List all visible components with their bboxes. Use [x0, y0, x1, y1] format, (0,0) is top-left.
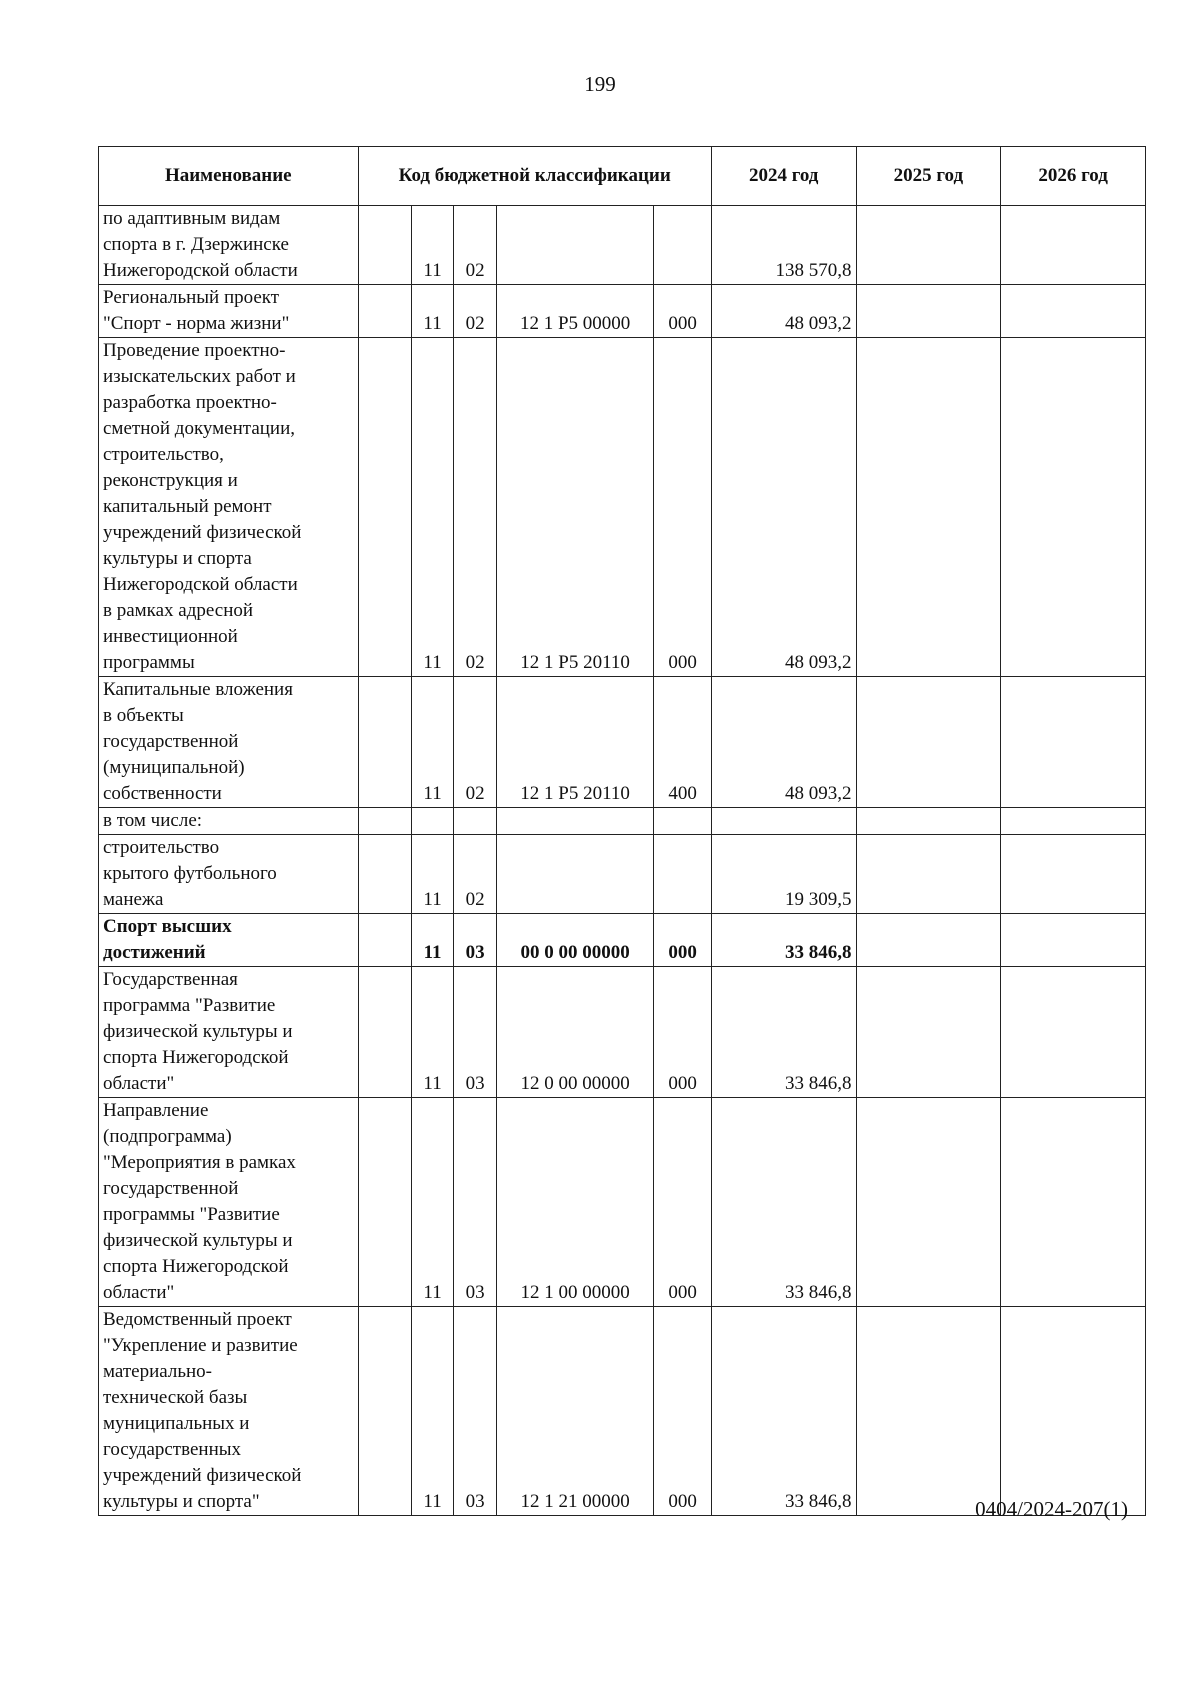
- sum-2024: 48 093,2: [711, 338, 856, 677]
- code-col-0: [358, 808, 411, 835]
- code-expense-type: 000: [654, 914, 712, 967]
- table-row: [99, 835, 1146, 914]
- table-row: [99, 808, 1146, 835]
- row-name: Капитальные вложения в объекты государственной (муниципальной) собственности: [99, 677, 359, 808]
- sum-2026: [1001, 338, 1146, 677]
- row-name: в том числе:: [99, 808, 359, 835]
- budget-table: [98, 146, 1146, 1516]
- code-target: 12 1 00 00000: [496, 1098, 653, 1307]
- code-target: 12 1 P5 20110: [496, 338, 653, 677]
- code-section: 11: [411, 967, 454, 1098]
- sum-2025: [856, 206, 1001, 285]
- code-section: 11: [411, 206, 454, 285]
- sum-2025: [856, 1307, 1001, 1516]
- row-name: Ведомственный проект "Укрепление и развитие материально- технической базы муниципальных и государственных учреждений физической культуры и спорта": [99, 1307, 359, 1516]
- code-subsection: 03: [454, 1098, 497, 1307]
- table-header-row: [99, 147, 1146, 206]
- code-expense-type: 400: [654, 677, 712, 808]
- sum-2024: 48 093,2: [711, 677, 856, 808]
- row-name: Проведение проектно- изыскательских работ и разработка проектно- сметной документации, строительство, реконструкция и капитальный ремонт учреждений физической культуры и спорта Нижегородской области в рамках адресной инвестиционной программы: [99, 338, 359, 677]
- code-expense-type: [654, 206, 712, 285]
- code-col-0: [358, 677, 411, 808]
- sum-2025: [856, 914, 1001, 967]
- code-expense-type: [654, 835, 712, 914]
- sum-2024: 33 846,8: [711, 1307, 856, 1516]
- code-target: 12 1 21 00000: [496, 1307, 653, 1516]
- sum-2025: [856, 285, 1001, 338]
- code-expense-type: 000: [654, 1098, 712, 1307]
- code-col-0: [358, 1098, 411, 1307]
- code-col-0: [358, 1307, 411, 1516]
- code-target: 12 0 00 00000: [496, 967, 653, 1098]
- sum-2025: [856, 1098, 1001, 1307]
- code-col-0: [358, 285, 411, 338]
- code-section: 11: [411, 1098, 454, 1307]
- code-section: 11: [411, 338, 454, 677]
- code-section: 11: [411, 835, 454, 914]
- table-row: [99, 967, 1146, 1098]
- sum-2025: [856, 808, 1001, 835]
- sum-2026: [1001, 914, 1146, 967]
- header-name: Наименование: [99, 147, 359, 206]
- code-col-0: [358, 206, 411, 285]
- code-expense-type: [654, 808, 712, 835]
- sum-2026: [1001, 1098, 1146, 1307]
- code-subsection: 03: [454, 914, 497, 967]
- code-expense-type: 000: [654, 285, 712, 338]
- table-row: [99, 914, 1146, 967]
- table-row: [99, 1307, 1146, 1516]
- sum-2024: 19 309,5: [711, 835, 856, 914]
- code-subsection: 02: [454, 285, 497, 338]
- code-col-0: [358, 835, 411, 914]
- code-subsection: [454, 808, 497, 835]
- code-col-0: [358, 967, 411, 1098]
- code-section: 11: [411, 677, 454, 808]
- sum-2026: [1001, 967, 1146, 1098]
- code-subsection: 02: [454, 206, 497, 285]
- code-section: 11: [411, 914, 454, 967]
- row-name: Направление (подпрограмма) "Мероприятия в рамках государственной программы "Развитие физической культуры и спорта Нижегородской области": [99, 1098, 359, 1307]
- table-row: [99, 677, 1146, 808]
- code-col-0: [358, 914, 411, 967]
- code-subsection: 03: [454, 967, 497, 1098]
- table-row: [99, 338, 1146, 677]
- sum-2026: [1001, 285, 1146, 338]
- code-target: [496, 808, 653, 835]
- code-expense-type: 000: [654, 1307, 712, 1516]
- row-name: строительство крытого футбольного манежа: [99, 835, 359, 914]
- sum-2026: [1001, 677, 1146, 808]
- table-row: [99, 1098, 1146, 1307]
- code-section: 11: [411, 285, 454, 338]
- header-code: Код бюджетной классификации: [358, 147, 711, 206]
- code-target: 00 0 00 00000: [496, 914, 653, 967]
- page-number: 199: [584, 72, 616, 96]
- sum-2025: [856, 677, 1001, 808]
- header-2024: 2024 год: [711, 147, 856, 206]
- table-body: [99, 206, 1146, 1516]
- code-subsection: 02: [454, 835, 497, 914]
- sum-2026: [1001, 206, 1146, 285]
- sum-2026: [1001, 808, 1146, 835]
- code-section: 11: [411, 1307, 454, 1516]
- row-name: по адаптивным видам спорта в г. Дзержинске Нижегородской области: [99, 206, 359, 285]
- sum-2024: 33 846,8: [711, 967, 856, 1098]
- row-name: Региональный проект "Спорт - норма жизни": [99, 285, 359, 338]
- code-target: 12 1 P5 20110: [496, 677, 653, 808]
- sum-2024: 33 846,8: [711, 1098, 856, 1307]
- code-target: [496, 206, 653, 285]
- code-expense-type: 000: [654, 338, 712, 677]
- code-target: 12 1 P5 00000: [496, 285, 653, 338]
- document-number: 0404/2024-207(1): [975, 1497, 1128, 1521]
- code-subsection: 02: [454, 677, 497, 808]
- sum-2024: 48 093,2: [711, 285, 856, 338]
- table-row: [99, 206, 1146, 285]
- sum-2024: 33 846,8: [711, 914, 856, 967]
- sum-2025: [856, 835, 1001, 914]
- code-section: [411, 808, 454, 835]
- code-subsection: 02: [454, 338, 497, 677]
- sum-2026: [1001, 835, 1146, 914]
- code-target: [496, 835, 653, 914]
- sum-2025: [856, 967, 1001, 1098]
- sum-2025: [856, 338, 1001, 677]
- sum-2024: 138 570,8: [711, 206, 856, 285]
- sum-2026: [1001, 1307, 1146, 1516]
- table-row: [99, 285, 1146, 338]
- code-col-0: [358, 338, 411, 677]
- sum-2024: [711, 808, 856, 835]
- row-name: Государственная программа "Развитие физической культуры и спорта Нижегородской области": [99, 967, 359, 1098]
- header-2025: 2025 год: [856, 147, 1001, 206]
- code-subsection: 03: [454, 1307, 497, 1516]
- header-2026: 2026 год: [1001, 147, 1146, 206]
- row-name: Спорт высших достижений: [99, 914, 359, 967]
- code-expense-type: 000: [654, 967, 712, 1098]
